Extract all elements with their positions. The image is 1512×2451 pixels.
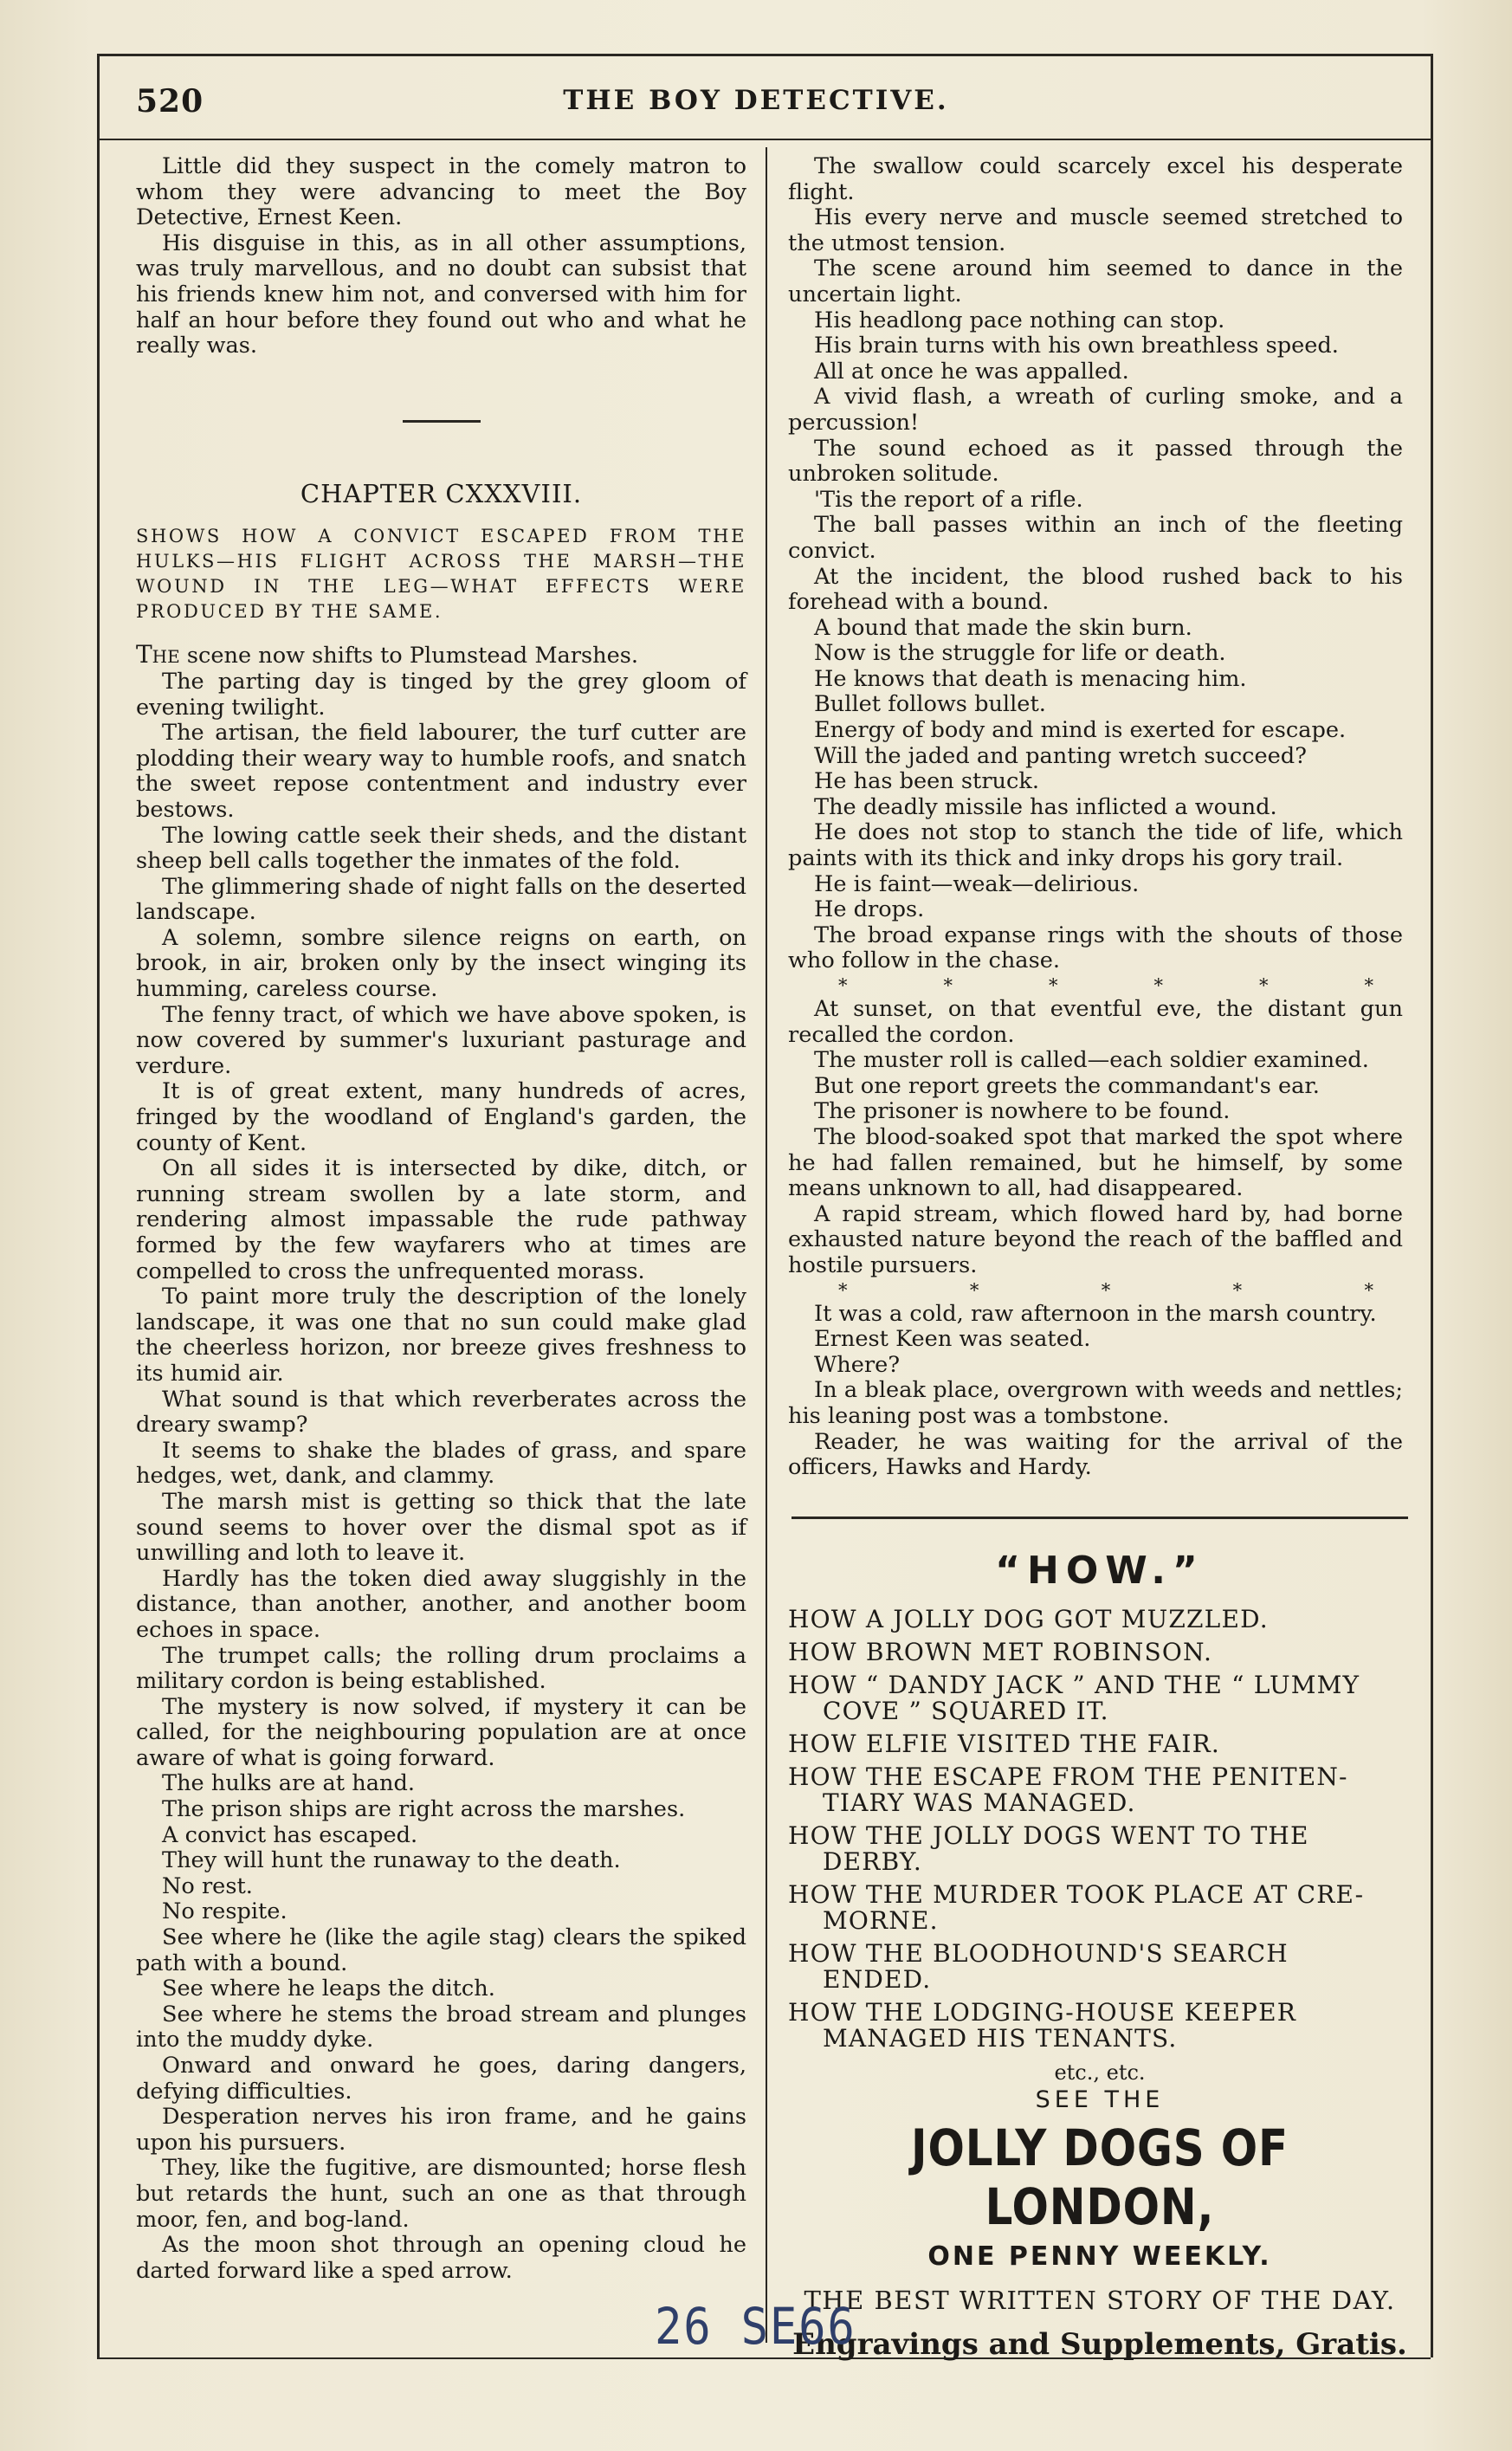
asterism-separator	[788, 1279, 1403, 1302]
asterisk: *	[1153, 975, 1163, 996]
body-paragraph: But one report greets the commandant's ear.	[814, 1072, 1320, 1099]
body-paragraph: They will hunt the runaway to the death.	[162, 1847, 621, 1874]
body-paragraph: It seems to shake the blades of grass, and spare hedges, wet, dank, and clammy.	[136, 1437, 746, 1490]
body-paragraph: The muster roll is called—each soldier examined.	[814, 1047, 1369, 1074]
advertisement-item-line: HOW BROWN MET ROBINSON.	[788, 1638, 1213, 1666]
body-paragraph: The deadly missile has inflicted a wound.	[814, 793, 1277, 820]
advertisement-title: “HOW.”	[995, 1549, 1205, 1593]
body-paragraph: Reader, he was waiting for the arrival of the officers, Hawks and Hardy.	[788, 1428, 1403, 1481]
body-paragraph: As the moon shot through an opening cloud he darted forward like a sped arrow.	[136, 2232, 746, 2284]
body-paragraph: He is faint—weak—delirious.	[814, 870, 1140, 897]
left-column	[136, 154, 746, 2284]
running-title: THE BOY DETECTIVE.	[563, 85, 949, 116]
body-paragraph: At sunset, on that eventful eve, the distant gun recalled the cordon.	[788, 996, 1403, 1048]
column-divider-rule	[766, 147, 767, 2343]
library-date-stamp: 26 SE66	[655, 2297, 856, 2356]
body-paragraph: In a bleak place, overgrown with weeds and nettles; his leaning post was a tombstone.	[788, 1377, 1403, 1429]
advertisement-item-continuation: COVE ” SQUARED IT.	[823, 1697, 1109, 1725]
advertisement-price: ONE PENNY WEEKLY.	[927, 2241, 1272, 2272]
body-paragraph: The broad expanse rings with the shouts of those who follow in the chase.	[788, 922, 1403, 974]
body-paragraph: Onward and onward he goes, daring dangers, defying difficulties.	[136, 2053, 746, 2105]
left-border-rule	[97, 54, 100, 2357]
chapter-heading: CHAPTER CXXXVIII.	[300, 478, 583, 508]
body-paragraph: No rest.	[162, 1872, 253, 1899]
advertisement-engravings: Engravings and Supplements, Gratis.	[792, 2327, 1407, 2362]
opening-word: The	[136, 640, 180, 669]
asterisk: *	[1232, 1279, 1243, 1301]
asterisk: *	[943, 975, 953, 996]
asterisk: *	[969, 1279, 979, 1301]
advertisement-item	[788, 1882, 1412, 1934]
body-paragraph: Ernest Keen was seated.	[814, 1326, 1091, 1353]
advertisement-item-continuation: MANAGED HIS TENANTS.	[823, 2024, 1178, 2053]
body-paragraph: See where he (like the agile stag) clears the spiked path with a bound.	[136, 1924, 746, 1976]
body-paragraph: All at once he was appalled.	[814, 358, 1129, 385]
asterisk: *	[838, 975, 848, 996]
asterisk: *	[1259, 975, 1269, 996]
advertisement-item	[788, 1764, 1412, 1816]
advertisement-item-continuation: ENDED.	[823, 1965, 932, 1994]
opening-text: scene now shifts to Plumstead Marshes.	[179, 643, 639, 669]
asterisk: *	[1049, 975, 1058, 996]
body-paragraph: A bound that made the skin burn.	[814, 614, 1192, 641]
body-paragraph: He drops.	[814, 896, 925, 923]
body-paragraph: The trumpet calls; the rolling drum proclaims a military cordon is being established.	[136, 1642, 746, 1695]
advertisement-etc: etc., etc.	[1054, 2060, 1146, 2085]
body-paragraph: They, like the fugitive, are dismounted; horse flesh but retards the hunt, such an one as that through moor, fen, and bog-land.	[136, 2155, 746, 2233]
body-paragraph: The mystery is now solved, if mystery it can be called, for the neighbouring population are at once aware of what is going forward.	[136, 1693, 746, 1771]
body-paragraph: The fenny tract, of which we have above spoken, is now covered by summer's luxuriant pasturage and verdure.	[136, 1001, 746, 1079]
body-paragraph: Where?	[814, 1351, 901, 1378]
advertisement-tagline: THE BEST WRITTEN STORY OF THE DAY.	[804, 2286, 1396, 2315]
body-paragraph: The prisoner is nowhere to be found.	[814, 1098, 1231, 1125]
advertisement-item-continuation: MORNE.	[823, 1906, 939, 1935]
advertisement-item	[788, 1731, 1412, 1757]
body-paragraph: To paint more truly the description of the lonely landscape, it was one that no sun could make glad the cheerless horizon, nor breeze gives freshness to its humid air.	[136, 1284, 746, 1387]
advertisement-item-line: HOW “ DANDY JACK ” AND THE “ LUMMY	[788, 1671, 1360, 1699]
asterisk: *	[838, 1279, 848, 1301]
body-paragraph: The ball passes within an inch of the fleeting convict.	[788, 512, 1403, 564]
body-paragraph: No respite.	[162, 1898, 288, 1925]
body-paragraph: The marsh mist is getting so thick that the late sound seems to hover over the dismal spot as if unwilling and loth to leave it.	[136, 1488, 746, 1567]
body-paragraph: Bullet follows bullet.	[814, 691, 1046, 718]
asterism-separator	[788, 974, 1403, 997]
body-paragraph: His headlong pace nothing can stop.	[814, 307, 1225, 333]
intro-paragraph-2: His disguise in this, as in all other assumptions, was truly marvellous, and no doubt can subsist that his friends knew him not, and conversed with him for half an hour before they found out who and what he really was.	[136, 230, 746, 359]
asterisk: *	[1364, 1279, 1373, 1301]
body-paragraph: See where he stems the broad stream and plunges into the muddy dyke.	[136, 2001, 746, 2053]
body-paragraph: 'Tis the report of a rifle.	[814, 486, 1083, 513]
advertisement-item-line: HOW A JOLLY DOG GOT MUZZLED.	[788, 1605, 1269, 1633]
intro-paragraph-1: Little did they suspect in the comely matron to whom they were advancing to meet the Boy Detective, Ernest Keen.	[136, 153, 746, 231]
body-paragraph: The sound echoed as it passed through the unbroken solitude.	[788, 435, 1403, 488]
page-number: 520	[136, 83, 204, 120]
body-paragraph: The lowing cattle seek their sheds, and the distant sheep bell calls together the inmates of the fold.	[136, 822, 746, 875]
advertisement-item-line: HOW ELFIE VISITED THE FAIR.	[788, 1730, 1220, 1758]
advertisement-item-line: HOW THE LODGING-HOUSE KEEPER	[788, 1998, 1297, 2027]
body-paragraph: The prison ships are right across the marshes.	[162, 1796, 686, 1823]
body-paragraph: He does not stop to stanch the tide of life, which paints with its thick and inky drops his gory trail.	[788, 819, 1403, 872]
body-paragraph: His brain turns with his own breathless speed.	[814, 333, 1339, 359]
body-paragraph: Hardly has the token died away sluggishly in the distance, than another, another, and another boom echoes in space.	[136, 1565, 746, 1643]
body-paragraph: The scene around him seemed to dance in the uncertain light.	[788, 255, 1403, 307]
right-border-rule	[1431, 54, 1433, 2357]
advertisement-item	[788, 1607, 1412, 1633]
body-paragraph: A solemn, sombre silence reigns on earth, on brook, in air, broken only by the insect winging its humming, careless course.	[136, 924, 746, 1003]
body-paragraph: The parting day is tinged by the grey gloom of evening twilight.	[136, 668, 746, 721]
opening-paragraph	[136, 642, 746, 669]
body-paragraph: The blood-soaked spot that marked the spot where he had fallen remained, but he himself, by some means unknown to all, had disappeared.	[788, 1123, 1403, 1202]
advertisement-item-continuation: TIARY WAS MANAGED.	[823, 1788, 1136, 1817]
body-paragraph: His every nerve and muscle seemed stretched to the utmost tension.	[788, 204, 1403, 256]
asterisk: *	[1101, 1279, 1111, 1301]
advertisement-item-continuation: DERBY.	[823, 1847, 923, 1876]
body-paragraph: A rapid stream, which flowed hard by, had borne exhausted nature beyond the reach of the baffled and hostile pursuers.	[788, 1200, 1403, 1278]
advertisement-publication-name: JOLLY DOGS OF LONDON,	[911, 2118, 1289, 2236]
body-paragraph: Now is the struggle for life or death.	[814, 640, 1226, 667]
right-column	[788, 154, 1403, 1481]
body-paragraph: Desperation nerves his iron frame, and he gains upon his pursuers.	[136, 2104, 746, 2156]
top-border-rule	[97, 54, 1431, 56]
body-paragraph: On all sides it is intersected by dike, ditch, or running stream swollen by a late storm, and rendering almost impassable the rude pathway formed by the few wayfarers who at times are compelled to cross the unfrequented morass.	[136, 1155, 746, 1284]
advertisement-item	[788, 2000, 1412, 2052]
advertisement-top-rule	[792, 1517, 1408, 1519]
advertisement-item-line: HOW THE ESCAPE FROM THE PENITEN-	[788, 1762, 1348, 1791]
asterisk: *	[1364, 975, 1373, 996]
body-paragraph: He has been struck.	[814, 768, 1040, 795]
advertisement-see-the: SEE THE	[1035, 2086, 1165, 2113]
advertisement-item	[788, 1941, 1412, 1993]
advertisement-item	[788, 1672, 1412, 1724]
body-paragraph: The glimmering shade of night falls on the deserted landscape.	[136, 873, 746, 926]
body-paragraph: The artisan, the field labourer, the turf cutter are plodding their weary way to humble roofs, and snatch the sweet repose contentment and industry ever bestows.	[136, 720, 746, 823]
body-paragraph: See where he leaps the ditch.	[162, 1976, 495, 2002]
body-paragraph: It is of great extent, many hundreds of acres, fringed by the woodland of England's garden, the county of Kent.	[136, 1078, 746, 1156]
body-paragraph: The swallow could scarcely excel his desperate flight.	[788, 153, 1403, 205]
body-paragraph: He knows that death is menacing him.	[814, 665, 1247, 692]
chapter-synopsis: SHOWS HOW A CONVICT ESCAPED FROM THE HULKS—HIS FLIGHT ACROSS THE MARSH—THE WOUND IN THE LEG—WHAT EFFECTS WERE PRODUCED BY THE SAME.	[136, 526, 746, 623]
body-paragraph: A vivid flash, a wreath of curling smoke, and a percussion!	[788, 384, 1403, 436]
body-paragraph: Energy of body and mind is exerted for escape.	[814, 717, 1347, 744]
body-paragraph: Will the jaded and panting wretch succeed?	[814, 742, 1307, 769]
body-paragraph: At the incident, the blood rushed back to his forehead with a bound.	[788, 563, 1403, 616]
advertisement	[788, 1549, 1412, 2362]
body-paragraph: What sound is that which reverberates across the dreary swamp?	[136, 1386, 746, 1439]
advertisement-item-line: HOW THE JOLLY DOGS WENT TO THE	[788, 1821, 1309, 1850]
advertisement-item-line: HOW THE MURDER TOOK PLACE AT CRE-	[788, 1880, 1365, 1909]
advertisement-item	[788, 1823, 1412, 1875]
advertisement-item	[788, 1639, 1412, 1665]
body-paragraph: A convict has escaped.	[162, 1821, 418, 1848]
advertisement-item-line: HOW THE BLOODHOUND'S SEARCH	[788, 1939, 1289, 1968]
body-paragraph: It was a cold, raw afternoon in the marsh country.	[814, 1300, 1377, 1327]
body-paragraph: The hulks are at hand.	[162, 1770, 415, 1797]
header-underline-rule	[97, 139, 1431, 140]
